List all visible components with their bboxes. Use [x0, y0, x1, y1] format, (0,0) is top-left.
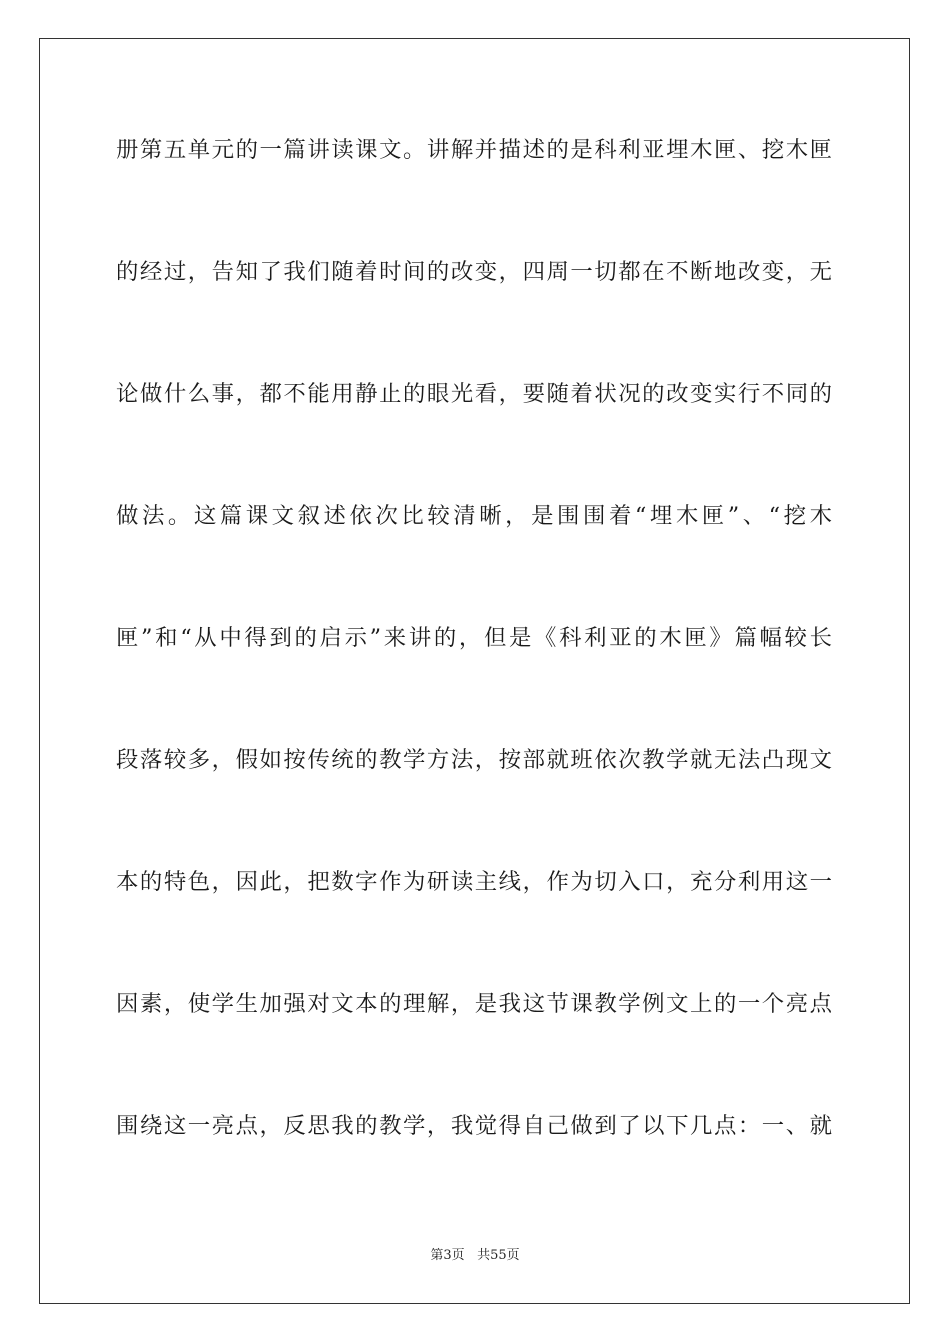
text-line: 论做什么事，都不能用静止的眼光看，要随着状况的改变实行不同的	[116, 381, 832, 407]
text-line: 段落较多，假如按传统的教学方法，按部就班依次教学就无法凸现文	[116, 747, 832, 773]
document-body	[116, 130, 832, 1228]
page-number: 第3页	[430, 1248, 465, 1263]
text-line: 册第五单元的一篇讲读课文。讲解并描述的是科利亚埋木匣、挖木匣	[116, 137, 832, 163]
text-line: 因素，使学生加强对文本的理解，是我这节课教学例文上的一个亮点	[116, 991, 832, 1017]
text-line: 做法。这篇课文叙述依次比较清晰，是围围着“埋木匣”、“挖木	[116, 503, 832, 529]
page-total: 共55页	[477, 1248, 520, 1263]
text-line: 围绕这一亮点，反思我的教学，我觉得自己做到了以下几点：一、就	[116, 1113, 832, 1139]
text-line: 匣”和“从中得到的启示”来讲的，但是《科利亚的木匣》篇幅较长	[116, 625, 832, 651]
text-line: 的经过，告知了我们随着时间的改变，四周一切都在不断地改变，无	[116, 259, 832, 285]
text-line: 本的特色，因此，把数字作为研读主线，作为切入口，充分利用这一	[116, 869, 832, 895]
page-footer	[0, 1246, 950, 1266]
